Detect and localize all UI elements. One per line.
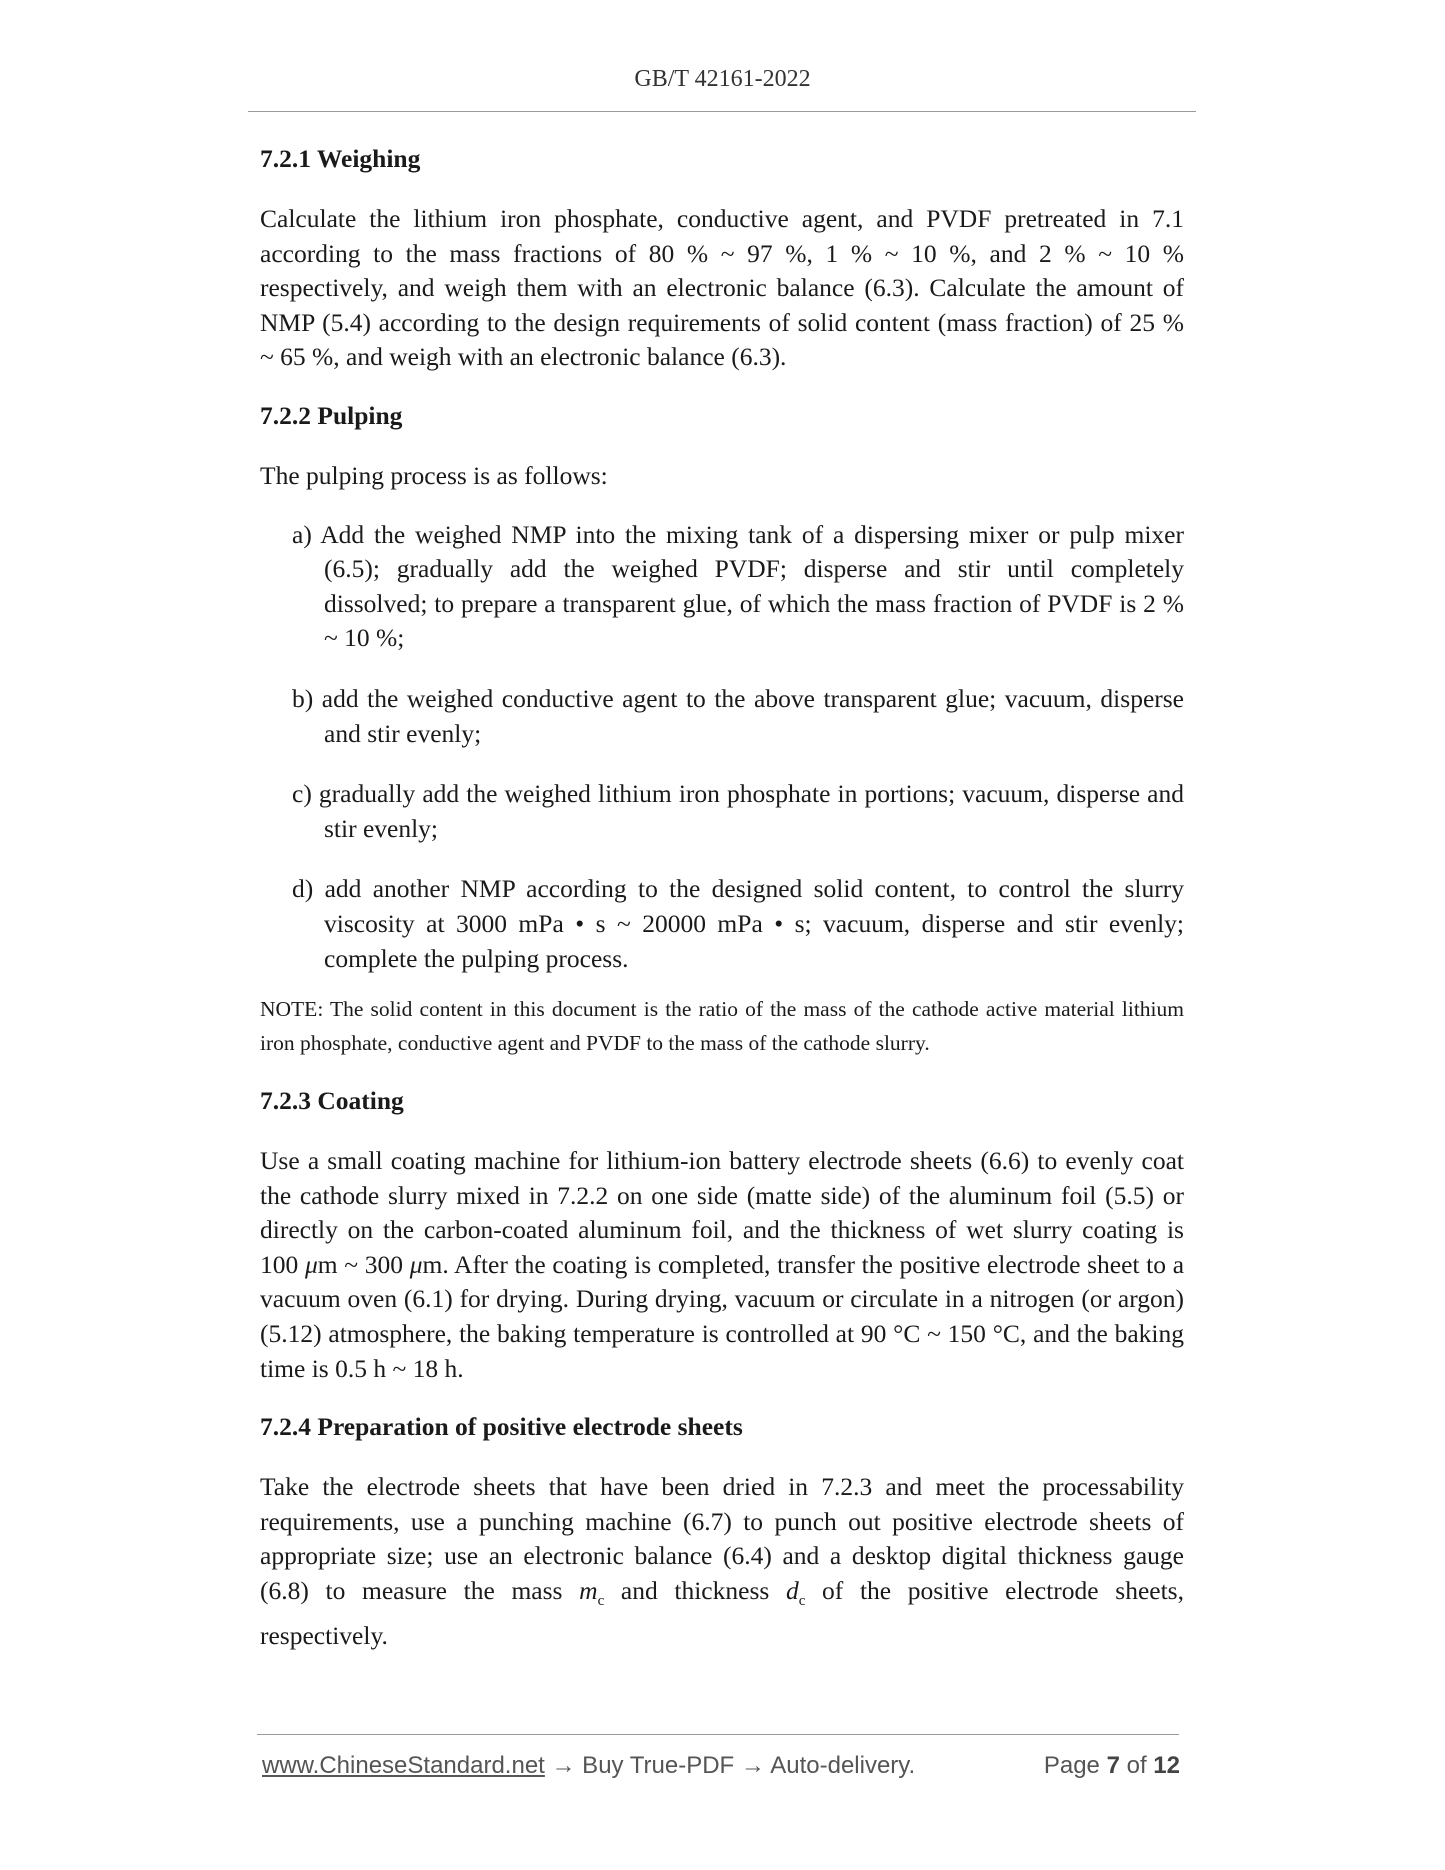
var-m: m bbox=[579, 1576, 598, 1606]
mu-symbol: μ bbox=[304, 1249, 318, 1279]
page-label: Page bbox=[1043, 1752, 1100, 1779]
footer-tagline: → Buy True-PDF → Auto-delivery. bbox=[544, 1752, 916, 1779]
prep-text-b: and thickness bbox=[604, 1576, 786, 1606]
pulping-step-c: c) gradually add the weighed lithium iron phosphate in portions; vacuum, disperse and stir evenly; bbox=[292, 779, 1184, 843]
coating-text-a: Use a small coating machine for lithium-ion battery electrode sheets (6.6) to evenly coat the cathode slurry mixed in 7.2.2 on one side (matte side) of the aluminum foil (5.5) or directly on the carbon-coated aluminum foil, and the thickness of wet slurry coating is 100 bbox=[260, 1146, 1184, 1279]
weighing-paragraph: Calculate the lithium iron phosphate, conductive agent, and PVDF pretreated in 7.1 according to the mass fractions of 80 % ~ 97 %, 1 % ~ 10 %, and 2 % ~ 10 % respectively, and weigh them with an electronic balance (6.3). Calculate the amount of NMP (5.4) according to the design requirements of solid content (mass fraction) of 25 % ~ 65 %, and weigh with an electronic balance (6.3). bbox=[260, 204, 1184, 372]
coating-text-b: m ~ 300 bbox=[317, 1249, 410, 1279]
coating-text-c: m. After the coating is completed, transfer the positive electrode sheet to a vacuum oven (6.1) for drying. During drying, vacuum or circulate in a nitrogen (or argon) (5.12) atmosphere, the baking temperature is controlled at 90 °C ~ 150 °C, and the baking time is 0.5 h ~ 18 h. bbox=[260, 1249, 1185, 1383]
section-heading-7-2-4: 7.2.4 Preparation of positive electrode sheets bbox=[260, 1412, 743, 1442]
section-heading-7-2-3: 7.2.3 Coating bbox=[260, 1086, 404, 1116]
pulping-step-b: b) add the weighed conductive agent to the above transparent glue; vacuum, disperse and stir evenly; bbox=[292, 683, 1184, 748]
pulping-intro: The pulping process is as follows: bbox=[260, 460, 608, 490]
var-d: d bbox=[785, 1576, 799, 1606]
page-of: of bbox=[1126, 1752, 1147, 1779]
page-header: GB/T 42161-2022 bbox=[634, 66, 811, 92]
header-divider bbox=[248, 111, 1196, 112]
var-d-subscript: c bbox=[798, 1593, 806, 1610]
page-number bbox=[1044, 1752, 1180, 1780]
page-total: 12 bbox=[1153, 1752, 1180, 1779]
footer-divider bbox=[257, 1734, 1179, 1735]
var-m-subscript: c bbox=[597, 1593, 605, 1610]
preparation-paragraph bbox=[260, 1470, 1184, 1653]
mu-symbol-2: μ bbox=[409, 1249, 423, 1279]
page-current: 7 bbox=[1106, 1752, 1120, 1779]
coating-paragraph bbox=[260, 1144, 1184, 1386]
section-heading-7-2-2: 7.2.2 Pulping bbox=[260, 400, 403, 430]
page-body bbox=[260, 142, 1184, 1677]
pulping-note: NOTE: The solid content in this document is the ratio of the mass of the cathode active material lithium iron phosphate, conductive agent and PVDF to the mass of the cathode slurry. bbox=[260, 997, 1184, 1056]
pulping-step-a: a) Add the weighed NMP into the mixing tank of a dispersing mixer or pulp mixer (6.5); gradually add the weighed PVDF; disperse and stir until completely dissolved; to prepare a transparent glue, of which the mass fraction of PVDF is 2 % ~ 10 %; bbox=[292, 519, 1184, 653]
section-heading-7-2-1: 7.2.1 Weighing bbox=[260, 144, 421, 173]
pulping-step-d: d) add another NMP according to the designed solid content, to control the slurry viscosity at 3000 mPa • s ~ 20000 mPa • s; vacuum, disperse and stir evenly; complete the pulping process. bbox=[292, 874, 1184, 973]
website-link[interactable]: www.ChineseStandard.net bbox=[262, 1752, 545, 1779]
footer-promo bbox=[262, 1752, 915, 1780]
prep-text-a: Take the electrode sheets that have been dried in 7.2.3 and meet the processability requirements, use a punching machine (6.7) to punch out positive electrode sheets of appropriate size; use an electronic balance (6.4) and a desktop digital thickness gauge (6.8) to measure the mass bbox=[260, 1472, 1184, 1606]
prep-text-c: of the positive electrode sheets, respectively. bbox=[260, 1576, 1184, 1650]
